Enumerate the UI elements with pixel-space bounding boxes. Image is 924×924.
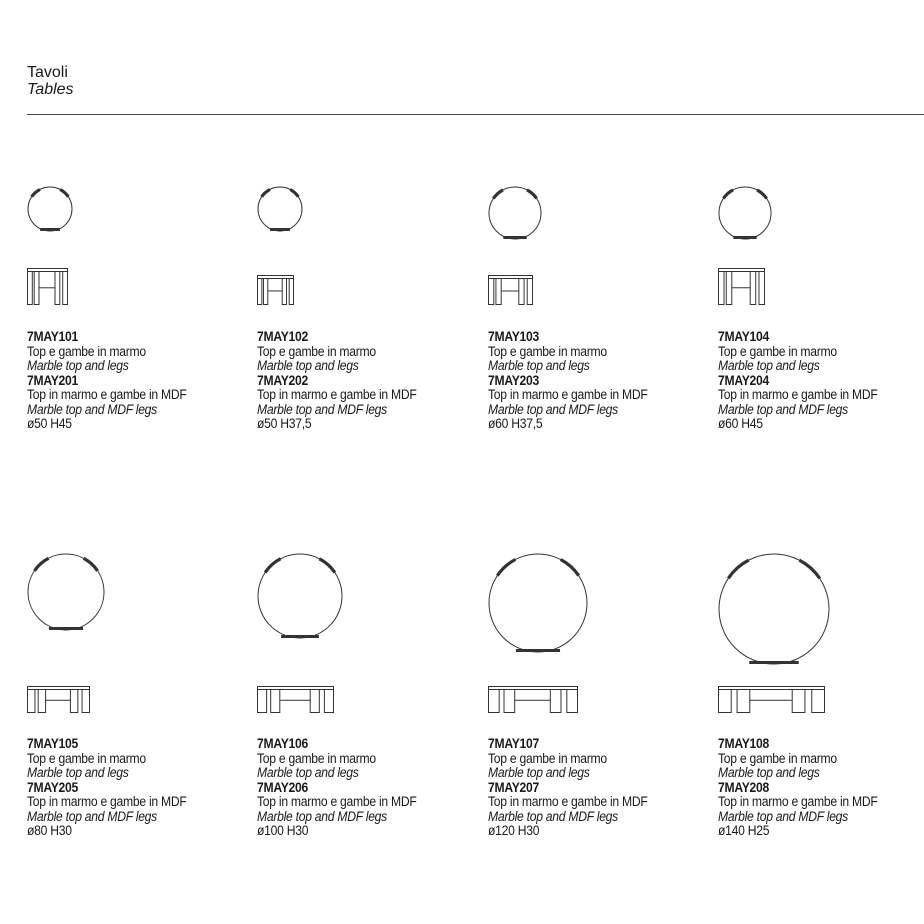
description-italian: Top in marmo e gambe in MDF xyxy=(27,387,187,402)
description-english: Marble top and MDF legs xyxy=(718,401,848,417)
description-english: Marble top and MDF legs xyxy=(257,401,387,417)
product-code: 7MAY207 xyxy=(488,779,540,795)
product-code: 7MAY201 xyxy=(27,372,79,388)
description-italian: Top in marmo e gambe in MDF xyxy=(718,387,878,402)
product-info xyxy=(488,737,647,839)
description-italian: Top in marmo e gambe in MDF xyxy=(257,794,417,809)
product-code: 7MAY103 xyxy=(488,329,540,344)
product-dimensions: ø80 H30 xyxy=(27,823,72,838)
description-english: Marble top and MDF legs xyxy=(718,808,848,824)
table-front-view xyxy=(718,686,826,714)
page-subtitle: Tables xyxy=(27,81,74,98)
product-code: 7MAY106 xyxy=(257,736,309,751)
description-italian: Top e gambe in marmo xyxy=(257,750,376,766)
description-english: Marble top and MDF legs xyxy=(488,401,618,417)
description-italian: Top in marmo e gambe in MDF xyxy=(488,387,648,402)
description-italian: Top in marmo e gambe in MDF xyxy=(488,794,648,809)
product-code: 7MAY205 xyxy=(27,779,79,795)
description-english: Marble top and legs xyxy=(488,765,590,780)
table-front-view xyxy=(488,686,579,714)
table-plan-view xyxy=(257,553,345,641)
description-english: Marble top and legs xyxy=(257,358,359,373)
description-english: Marble top and MDF legs xyxy=(27,401,157,417)
table-front-view xyxy=(718,268,766,306)
product-code: 7MAY105 xyxy=(27,736,79,751)
page-title: Tavoli xyxy=(27,64,68,81)
description-english: Marble top and MDF legs xyxy=(257,808,387,824)
product-info xyxy=(257,737,416,839)
product-code: 7MAY108 xyxy=(718,736,770,751)
header-divider xyxy=(27,114,924,115)
table-front-view xyxy=(257,686,335,714)
product-dimensions: ø60 H45 xyxy=(718,416,763,431)
description-italian: Top e gambe in marmo xyxy=(488,750,607,766)
product-info xyxy=(27,330,186,432)
table-plan-view xyxy=(718,553,832,667)
product-code: 7MAY102 xyxy=(257,329,309,344)
description-italian: Top in marmo e gambe in MDF xyxy=(257,387,417,402)
table-plan-view xyxy=(718,186,774,242)
product-code: 7MAY206 xyxy=(257,779,309,795)
product-dimensions: ø50 H37,5 xyxy=(257,416,312,431)
product-info xyxy=(718,737,877,839)
product-code: 7MAY107 xyxy=(488,736,540,751)
description-english: Marble top and MDF legs xyxy=(488,808,618,824)
product-dimensions: ø140 H25 xyxy=(718,823,770,838)
table-plan-view xyxy=(488,553,590,655)
description-italian: Top in marmo e gambe in MDF xyxy=(27,794,187,809)
description-english: Marble top and legs xyxy=(27,358,129,373)
table-front-view xyxy=(488,275,534,306)
description-english: Marble top and legs xyxy=(257,765,359,780)
product-info xyxy=(488,330,647,432)
table-plan-view xyxy=(27,553,107,633)
description-italian: Top e gambe in marmo xyxy=(718,750,837,766)
table-front-view xyxy=(257,275,295,306)
product-code: 7MAY101 xyxy=(27,329,79,344)
product-info xyxy=(718,330,877,432)
description-english: Marble top and legs xyxy=(718,765,820,780)
product-code: 7MAY202 xyxy=(257,372,309,388)
description-italian: Top e gambe in marmo xyxy=(27,343,146,359)
product-dimensions: ø120 H30 xyxy=(488,823,540,838)
product-info xyxy=(27,737,186,839)
description-italian: Top e gambe in marmo xyxy=(27,750,146,766)
table-plan-view xyxy=(257,186,305,234)
description-english: Marble top and legs xyxy=(718,358,820,373)
product-dimensions: ø100 H30 xyxy=(257,823,309,838)
product-code: 7MAY104 xyxy=(718,329,770,344)
product-code: 7MAY204 xyxy=(718,372,770,388)
table-plan-view xyxy=(27,186,75,234)
table-front-view xyxy=(27,686,91,714)
description-english: Marble top and legs xyxy=(27,765,129,780)
table-front-view xyxy=(27,268,69,306)
description-english: Marble top and MDF legs xyxy=(27,808,157,824)
table-plan-view xyxy=(488,186,544,242)
product-code: 7MAY208 xyxy=(718,779,770,795)
description-english: Marble top and legs xyxy=(488,358,590,373)
page-header xyxy=(27,64,74,98)
product-code: 7MAY203 xyxy=(488,372,540,388)
description-italian: Top e gambe in marmo xyxy=(257,343,376,359)
product-info xyxy=(257,330,416,432)
product-dimensions: ø50 H45 xyxy=(27,416,72,431)
description-italian: Top e gambe in marmo xyxy=(718,343,837,359)
description-italian: Top in marmo e gambe in MDF xyxy=(718,794,878,809)
product-dimensions: ø60 H37,5 xyxy=(488,416,543,431)
description-italian: Top e gambe in marmo xyxy=(488,343,607,359)
